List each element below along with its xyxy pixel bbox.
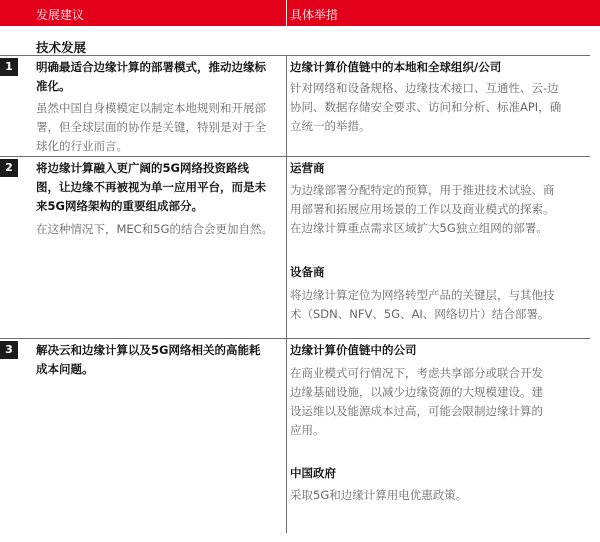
row-2-actor-operators-text: 为边缘部署分配特定的预算，用于推进技术试验、商 用部署和拓展应用场景的工作以及商业模式的探索。 在边缘计算重点需求区域扩大5G独立组网的部署。 [290,183,555,235]
row-2-actor-vendors-text: 将边缘计算定位为网络转型产品的关键层，与其他技 术（SDN、NFV、5G、AI、网络切片）结合部署。 [290,288,555,321]
row-3-actor-government-title: 中国政府 [290,466,336,480]
row-number: 2 [0,159,18,177]
row-1-explanation: 虽然中国自身模模定以制定本地规则和开展部 署，但全球层面的协作是关键，特别是对于全 球化的行业而言。 [36,101,266,153]
row-3-recommendation: 解决云和边缘计算以及5G网络相关的高能耗 成本问题。 [36,343,261,376]
row-3-actor-companies-text: 在商业模式可行情况下，考虑共享部分或联合开发 边缘基础设施，以减少边缘资源的大规模建设。建 设运维以及能源成本过高，可能会限制边缘计算的 应用。 [290,366,543,437]
section-title: 技术发展 [36,40,87,55]
table-header [0,0,600,26]
divider-line [0,55,590,56]
divider-line [0,156,590,157]
row-3-actor-government-text: 采取5G和边缘计算用电优惠政策。 [290,488,468,502]
row-2-actor-operators-title: 运营商 [290,161,325,175]
header-recommendations: 发展建议 [36,8,85,22]
row-2-actor-vendors-title: 设备商 [290,265,325,279]
column-divider [286,156,287,338]
row-1-actor-text: 针对网络和设备规格、边缘技术接口、互通性、云-边 协同、数据存储安全要求、访问和分析、标准API，确 立统一的举措。 [290,81,562,133]
row-2-explanation: 在这种情况下，MEC和5G的结合会更加自然。 [36,222,273,236]
header-divider [286,0,287,26]
column-divider [286,55,287,156]
divider-line [0,338,590,339]
column-divider [286,338,287,533]
row-3-actor-companies-title: 边缘计算价值链中的公司 [290,343,417,357]
row-1-recommendation: 明确最适合边缘计算的部署模式，推动边缘标 准化。 [36,60,266,93]
row-1-actor-title: 边缘计算价值链中的本地和全球组织/公司 [290,60,502,74]
row-number: 1 [0,58,18,76]
header-measures: 具体举措 [290,8,339,22]
row-number: 3 [0,341,18,359]
row-2-recommendation: 将边缘计算融入更广阔的5G网络投资路线 图，让边缘不再被视为单一应用平台，而是未 来5G网络架构的重要组成部分。 [36,161,266,213]
